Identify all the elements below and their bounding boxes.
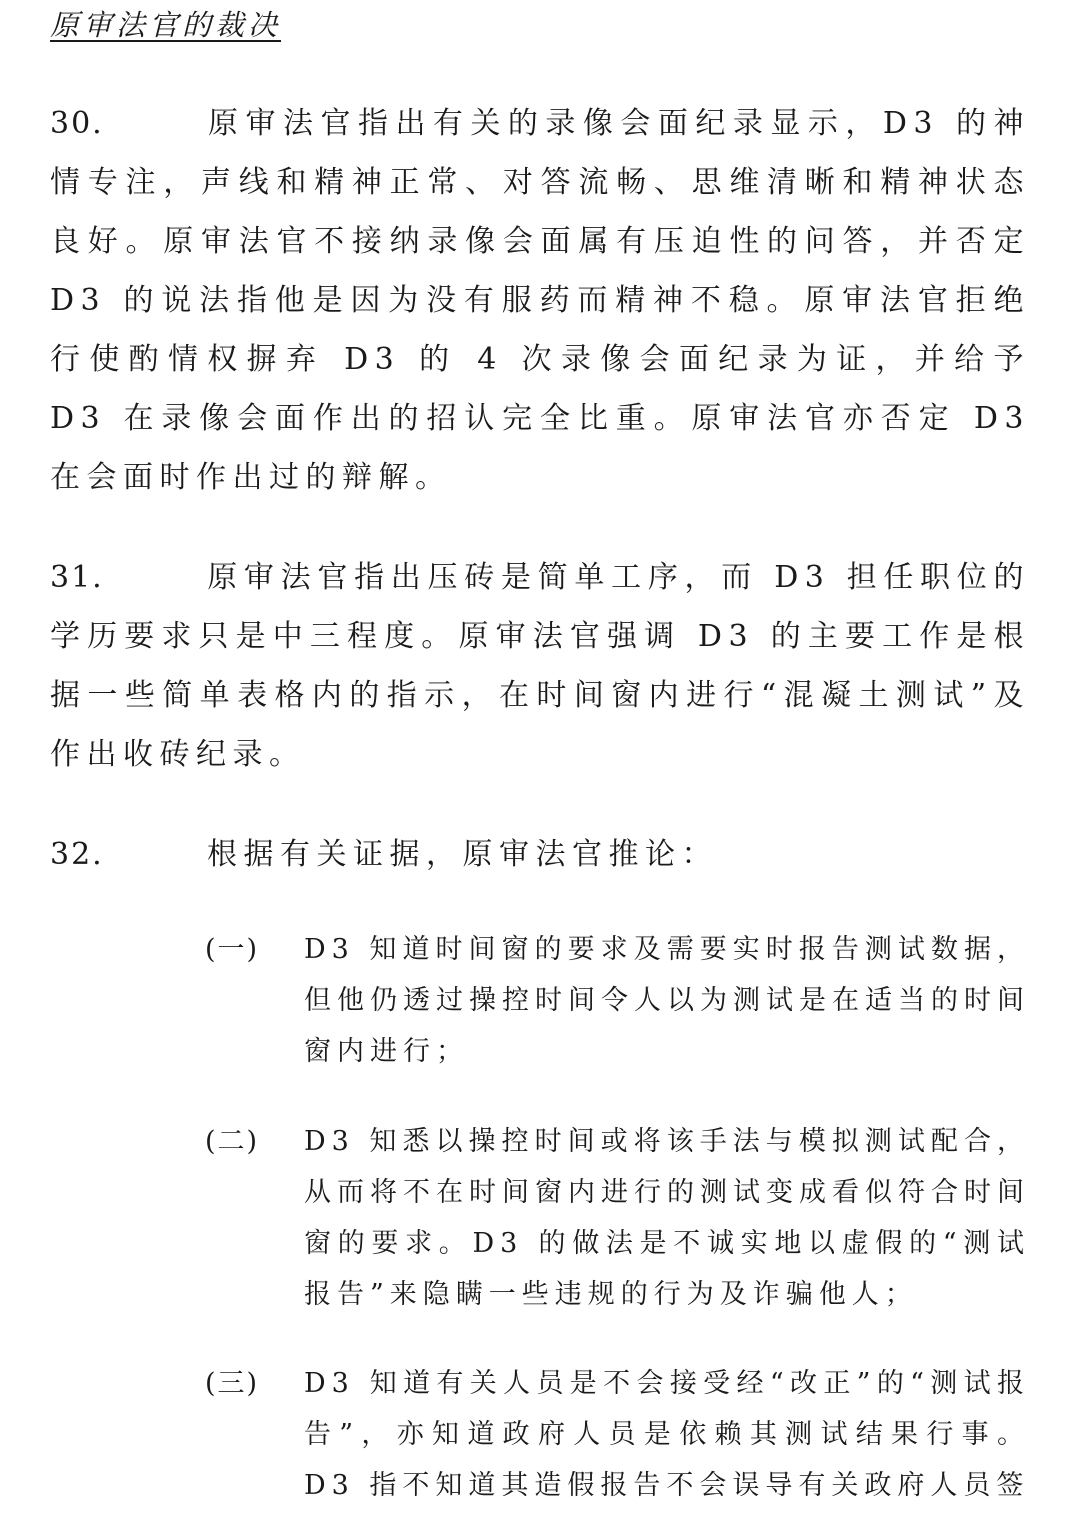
sub-item-label: (一) bbox=[205, 934, 260, 965]
sub-item-label: (二) bbox=[205, 1126, 260, 1157]
section-heading: 原审法官的裁决 bbox=[50, 8, 282, 42]
sub-item-text: D3 知道有关人员是不会接受经“改正”的“测试报告”，亦知道政府人员是依赖其测试结果行事。D3 指不知道其造假报告不会误导有关政府人员签 bbox=[304, 1368, 1030, 1501]
paragraph-number: 32. bbox=[50, 837, 104, 872]
sub-item-text: D3 知悉以操控时间或将该手法与模拟测试配合，从而将不在时间窗内进行的测试变成看似符合时间窗的要求。D3 的做法是不诚实地以虚假的“测试报告”来隐瞒一些违规的行为及诈骗他人； bbox=[304, 1126, 1030, 1310]
sub-item-2 bbox=[205, 1116, 1030, 1320]
sub-item-label: (三) bbox=[205, 1368, 260, 1399]
sub-item-3 bbox=[205, 1358, 1030, 1511]
paragraph-number: 31. bbox=[50, 560, 104, 595]
paragraph-31 bbox=[50, 548, 1030, 784]
paragraph-text: 原审法官指出有关的录像会面纪录显示，D3 的神情专注，声线和精神正常、对答流畅、思维清晰和精神状态良好。原审法官不接纳录像会面属有压迫性的问答，并否定 D3 的说法指他是因为没有服药而精神不稳。原审法官拒绝行使酌情权摒弃 D3 的 4 次录像会面纪录为证，并给予 D3 在录像会面作出的招认完全比重。原审法官亦否定 D3 在会面时作出过的辩解。 bbox=[50, 106, 1030, 495]
sub-item-text: D3 知道时间窗的要求及需要实时报告测试数据，但他仍透过操控时间令人以为测试是在适当的时间窗内进行； bbox=[304, 934, 1030, 1067]
sub-item-1 bbox=[205, 924, 1030, 1077]
paragraph-text: 原审法官指出压砖是简单工序，而 D3 担任职位的学历要求只是中三程度。原审法官强调 D3 的主要工作是根据一些简单表格内的指示，在时间窗内进行“混凝土测试”及作出收砖纪录。 bbox=[50, 560, 1030, 772]
paragraph-text: 根据有关证据，原审法官推论： bbox=[207, 837, 718, 872]
paragraph-number: 30. bbox=[50, 106, 104, 141]
paragraph-30 bbox=[50, 94, 1030, 507]
paragraph-32 bbox=[50, 825, 1030, 884]
